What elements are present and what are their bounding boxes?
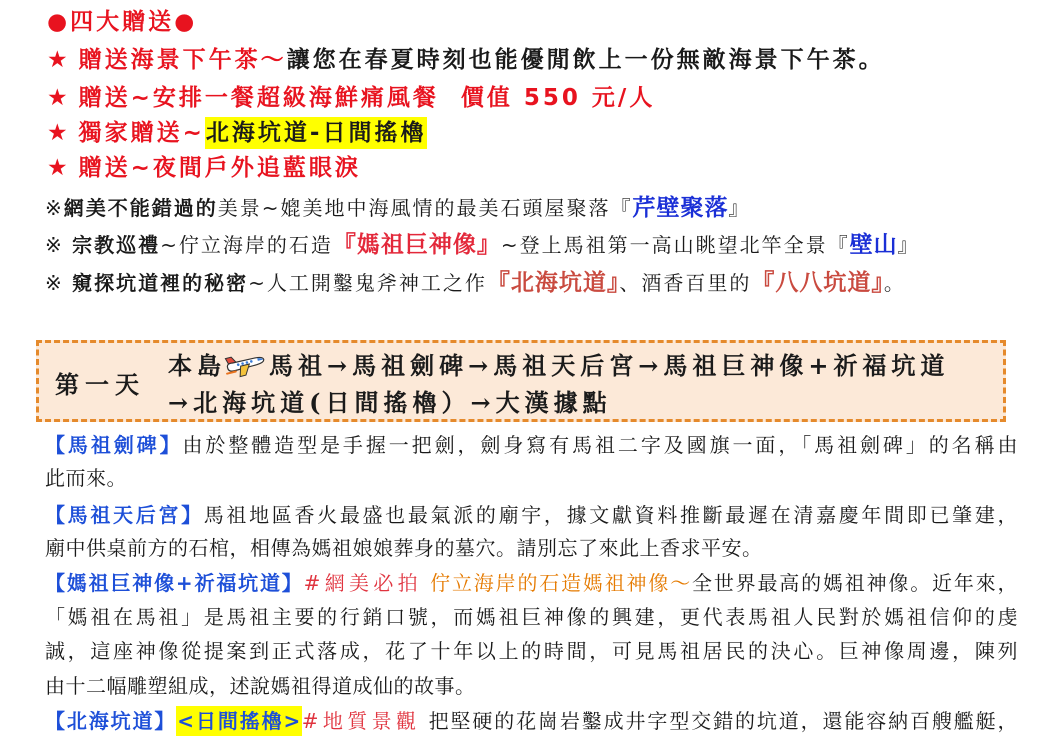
attraction-mazu-statue-line-1 bbox=[45, 567, 1018, 599]
attraction-tianhou-temple-line-1 bbox=[45, 499, 1018, 531]
gift-label: 贈送海景下午茶～ bbox=[78, 47, 287, 73]
gift-label: 贈送~安排一餐超級海鮮痛風餐 價值 550 元/人 bbox=[78, 85, 656, 111]
note-mark: ※ bbox=[45, 233, 73, 257]
gift-blue-tears bbox=[47, 152, 361, 184]
place-mazu-statue: 『媽祖巨神像』 bbox=[332, 232, 501, 258]
attraction-mazu-statue-line-3: 誠，這座神像從提案到正式落成，花了十年以上的時間，可見馬祖居民的決心。巨神像周邊，陳列 bbox=[45, 639, 1018, 663]
place-88-tunnel: 『八八坑道』 bbox=[751, 270, 884, 296]
gift-seafood-meal bbox=[47, 82, 655, 114]
attraction-title: 【馬祖劍碑】 bbox=[45, 433, 183, 457]
note-title: 網美不能錯過的 bbox=[63, 196, 218, 220]
hashtag: #網美必拍 bbox=[303, 571, 422, 595]
route-stops: 馬祖→馬祖劍碑→馬祖天后宮→馬祖巨神像+祈福坑道 bbox=[269, 351, 950, 380]
note-text-2: ~登上馬祖第一高山眺望北竿全景 bbox=[500, 233, 828, 257]
attraction-text: 把堅硬的花崗岩鑿成井字型交錯的坑道，還能容納百艘艦艇， bbox=[420, 709, 1018, 733]
airplane-icon bbox=[221, 344, 269, 381]
route-line-1 bbox=[168, 349, 949, 382]
gift-sea-view-tea bbox=[47, 44, 885, 76]
attraction-badge: <日間搖櫓> bbox=[176, 706, 301, 736]
star-bullet: ★ bbox=[47, 120, 71, 146]
star-bullet: ★ bbox=[47, 85, 71, 111]
note-text: 美景~媲美地中海風情的最美石頭屋聚落 bbox=[217, 196, 611, 220]
gift-label: 贈送~夜間戶外追藍眼淚 bbox=[78, 155, 361, 181]
gift-highlight: 北海坑道-日間搖櫓 bbox=[205, 117, 428, 149]
note-text: ~佇立海岸的石造 bbox=[160, 233, 333, 257]
attraction-tianhou-temple-line-2: 廟中供桌前方的石棺，相傳為媽祖娘娘葬身的墓穴。請別忘了來此上香求平安。 bbox=[45, 536, 763, 560]
note-text-2: 、酒香百里的 bbox=[619, 271, 752, 295]
note-title: 宗教巡禮 bbox=[72, 233, 161, 257]
place-beihai-tunnel: 『北海坑道』 bbox=[486, 270, 620, 296]
note-mark: ※ bbox=[45, 271, 73, 295]
note-pilgrimage bbox=[45, 230, 920, 260]
note-tunnels bbox=[45, 268, 906, 298]
hashtag: #地質景觀 bbox=[301, 709, 421, 733]
attraction-title: 【北海坑道】 bbox=[45, 709, 177, 733]
attraction-mazu-statue-line-2: 「媽祖在馬祖」是馬祖主要的行銷口號，而媽祖巨神像的興建，更代表馬祖人民對於媽祖信仰的虔 bbox=[45, 605, 1018, 629]
quote-close: 』 bbox=[728, 196, 751, 220]
note-end: 。 bbox=[883, 271, 906, 295]
quote-open: 『 bbox=[610, 196, 633, 220]
gifts-title: ●四大贈送● bbox=[47, 9, 198, 35]
route-start: 本島 bbox=[168, 351, 226, 380]
star-bullet: ★ bbox=[47, 47, 71, 73]
attraction-text: 馬祖地區香火最盛也最氣派的廟宇，據文獻資料推斷最遲在清嘉慶年間即已肇建， bbox=[203, 503, 1018, 527]
place-bishan: 壁山 bbox=[849, 232, 898, 258]
quote-close: 』 bbox=[897, 233, 920, 257]
gift-tunnel-rowing bbox=[47, 117, 427, 149]
attraction-text: 全世界最高的媽祖神像。近年來， bbox=[692, 571, 1018, 595]
route-line-2: →北海坑道(日間搖櫓）→大漢據點 bbox=[168, 388, 612, 417]
note-stone-village bbox=[45, 193, 751, 223]
attraction-mazu-statue-line-4: 由十二幅雕塑組成，述說媽祖得道成仙的故事。 bbox=[45, 674, 476, 698]
gift-detail: 讓您在春夏時刻也能優閒飲上一份無敵海景下午茶。 bbox=[286, 47, 885, 73]
quote-open: 『 bbox=[827, 233, 850, 257]
attraction-title: 【馬祖天后宮】 bbox=[45, 503, 204, 527]
attraction-sword-monument-line-1 bbox=[45, 429, 1018, 461]
note-text: ~人工開鑿鬼斧神工之作 bbox=[248, 271, 487, 295]
attraction-beihai-tunnel-line-1 bbox=[45, 705, 1018, 737]
gift-label: 獨家贈送~ bbox=[78, 120, 205, 146]
attraction-subtitle: 佇立海岸的石造媽祖神像～ bbox=[421, 571, 693, 595]
attraction-text: 由於整體造型是手握一把劍，劍身寫有馬祖二字及國旗一面，「馬祖劍碑」的名稱由 bbox=[182, 433, 1018, 457]
attraction-title: 【媽祖巨神像+祈福坑道】 bbox=[45, 571, 304, 595]
day-label: 第一天 bbox=[55, 370, 145, 399]
star-bullet: ★ bbox=[47, 155, 71, 181]
place-qinbi: 芹壁聚落 bbox=[632, 195, 729, 221]
day-itinerary-box bbox=[36, 340, 1006, 422]
note-mark: ※ bbox=[45, 196, 64, 220]
attraction-sword-monument-line-2: 此而來。 bbox=[45, 466, 127, 490]
note-title: 窺探坑道裡的秘密 bbox=[72, 271, 249, 295]
